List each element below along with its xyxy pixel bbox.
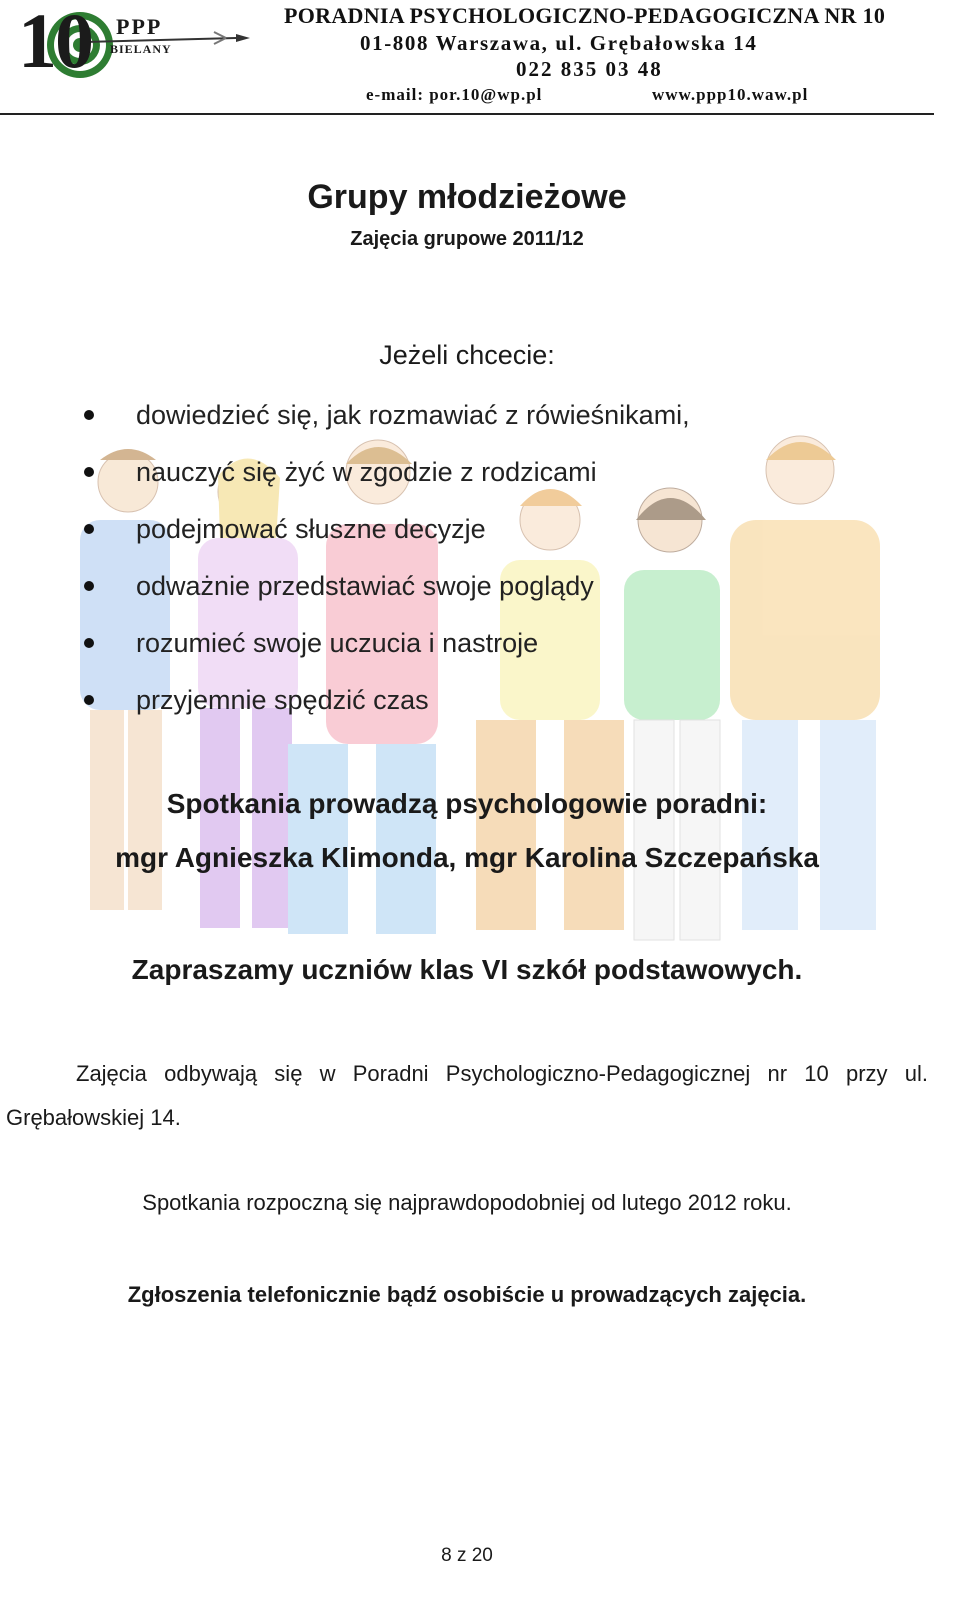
- logo-ppp-text: PPP: [116, 14, 163, 39]
- bullet-icon: [84, 695, 94, 705]
- start-info: Spotkania rozpoczną się najprawdopodobniej od lutego 2012 roku.: [142, 1190, 792, 1215]
- leaders-heading: Spotkania prowadzą psychologowie poradni:: [166, 788, 768, 819]
- bullet-icon: [84, 638, 94, 648]
- list-item: [84, 677, 690, 734]
- institution-email[interactable]: e-mail: por.10@wp.pl: [366, 85, 543, 104]
- signup-info: Zgłoszenia telefonicznie bądź osobiście u prowadzących zajęcia.: [127, 1282, 807, 1307]
- header-divider: [0, 113, 934, 115]
- bullet-icon: [84, 524, 94, 534]
- ppp-logo: [14, 0, 254, 86]
- list-item: [84, 449, 690, 506]
- institution-name: PORADNIA PSYCHOLOGICZNO-PEDAGOGICZNA NR 10: [284, 3, 886, 28]
- list-item-text: nauczyć się żyć w zgodzie z rodzicami: [136, 457, 597, 487]
- institution-address: 01-808 Warszawa, ul. Grębałowska 14: [360, 31, 758, 55]
- page-title: Grupy młodzieżowe: [307, 178, 627, 216]
- list-item: [84, 620, 690, 677]
- institution-phone: 022 835 03 48: [516, 57, 663, 81]
- list-item: [84, 563, 690, 620]
- list-item-text: podejmować słuszne decyzje: [136, 514, 486, 544]
- location-paragraph: Zajęcia odbywają się w Poradni Psychologiczno-Pedagogicznej nr 10 przy ul. Grębałowskiej 14.: [6, 1061, 928, 1130]
- logo-number: 10: [18, 0, 92, 84]
- list-item-text: rozumieć swoje uczucia i nastroje: [136, 628, 539, 658]
- leaders-names: mgr Agnieszka Klimonda, mgr Karolina Szczepańska: [115, 842, 819, 873]
- page-number: 8 z 20: [441, 1545, 493, 1566]
- list-item-text: przyjemnie spędzić czas: [136, 685, 429, 715]
- page-subtitle: Zajęcia grupowe 2011/12: [350, 228, 584, 250]
- institution-website[interactable]: www.ppp10.waw.pl: [652, 85, 809, 104]
- list-item: [84, 392, 690, 449]
- intro-text: Jeżeli chcecie:: [379, 340, 555, 370]
- list-item: [84, 506, 690, 563]
- logo-bielany-text: BIELANY: [110, 42, 172, 56]
- list-item-text: dowiedzieć się, jak rozmawiać z rówieśnikami,: [136, 400, 690, 430]
- invitation-text: Zapraszamy uczniów klas VI szkół podstawowych.: [131, 954, 803, 985]
- list-item-text: odważnie przedstawiać swoje poglądy: [136, 571, 594, 601]
- bullet-icon: [84, 581, 94, 591]
- bullet-icon: [84, 410, 94, 420]
- benefits-list: [84, 392, 690, 734]
- bullet-icon: [84, 467, 94, 477]
